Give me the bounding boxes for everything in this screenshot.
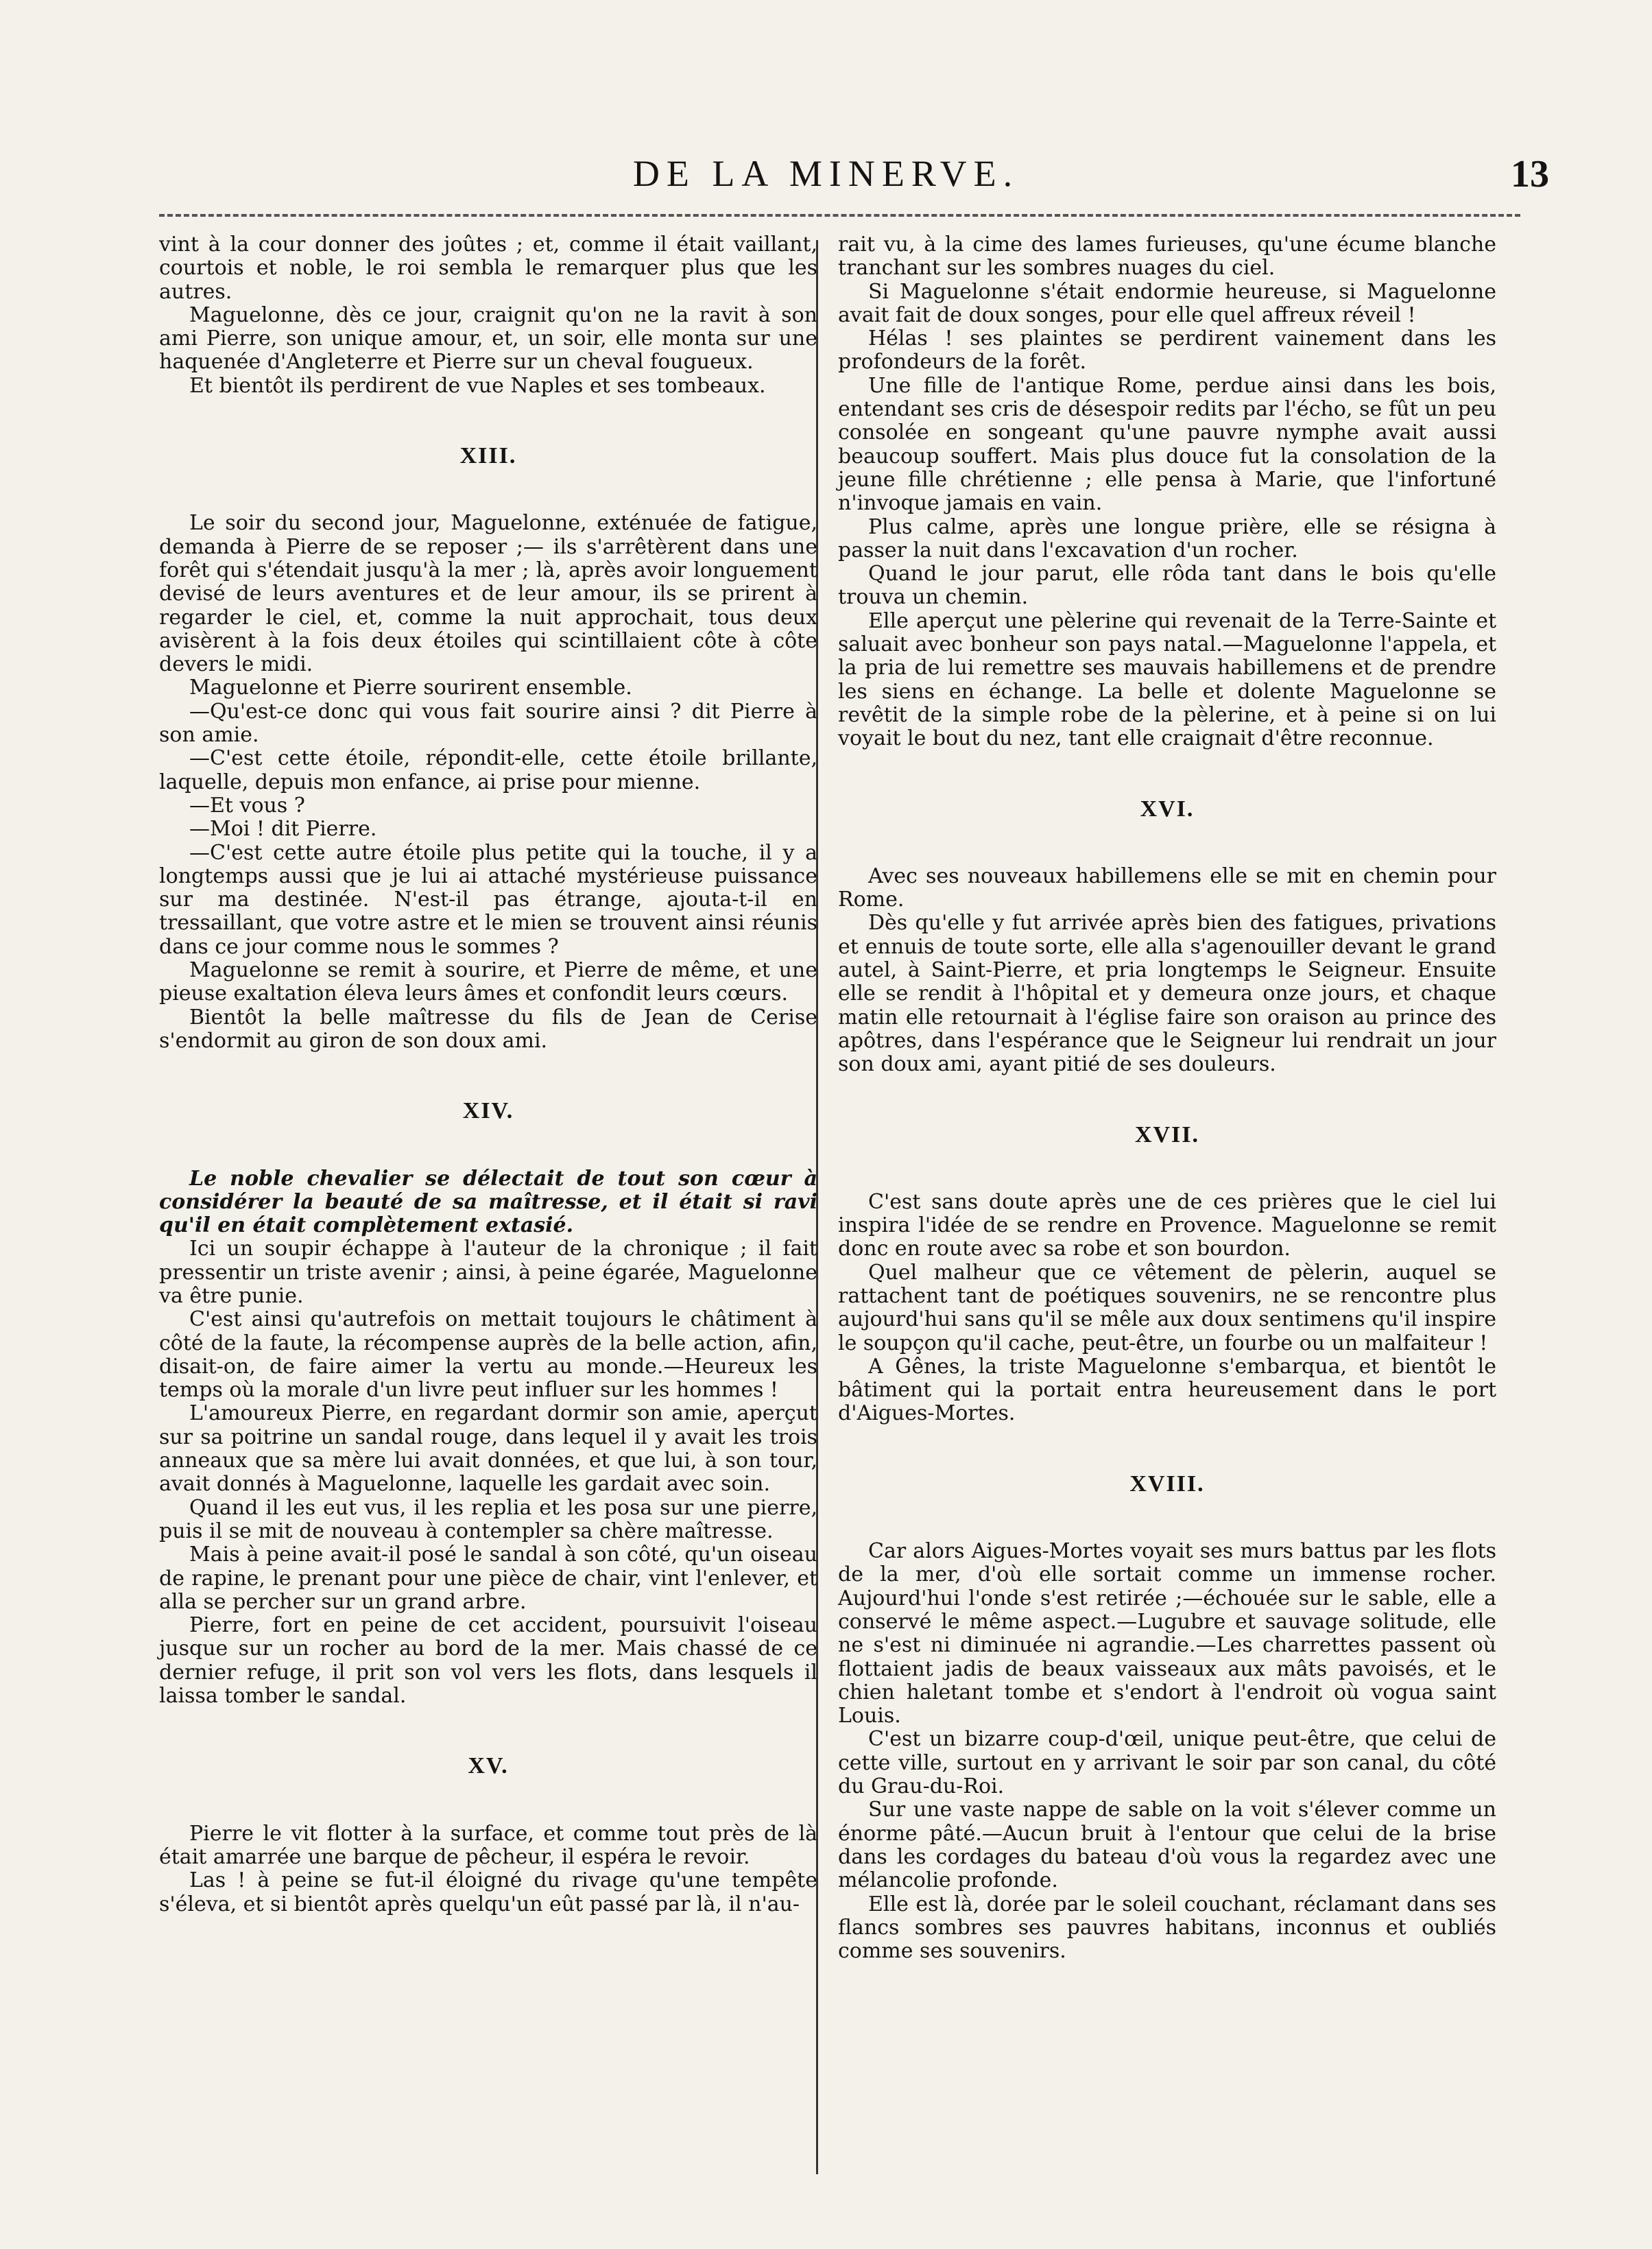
paragraph: Sur une vaste nappe de sable on la voit s'élever comme un énorme pâté.—Aucun bruit à l'entour que celui de la brise dans les cordages du bateau d'où vous la regardez avec une mélancolie profonde. <box>838 1798 1496 1893</box>
paragraph: Quel malheur que ce vêtement de pèlerin, auquel se rattachent tant de poétiques souvenirs, ne se rencontre plus aujourd'hui sans qu'il se mêle aux doux sentimens qu'il inspire le soupçon qu'il cache, peut-être, un fourbe ou un malfaiteur ! <box>838 1260 1496 1355</box>
paragraph: Bientôt la belle maîtresse du fils de Jean de Cerise s'endormit au giron de son doux ami. <box>159 1005 817 1053</box>
paragraph: C'est un bizarre coup-d'œil, unique peut-être, que celui de cette ville, surtout en y arrivant le soir par son canal, du côté du Grau-du-Roi. <box>838 1727 1496 1799</box>
section-heading-xv: XV. <box>468 1753 509 1779</box>
paragraph: Et bientôt ils perdirent de vue Naples et ses tombeaux. <box>189 373 766 398</box>
paragraph: C'est sans doute après une de ces prières que le ciel lui inspira l'idée de se rendre en Provence. Maguelonne se remit donc en route avec sa robe et son bourdon. <box>838 1189 1496 1261</box>
page-number: 13 <box>1511 153 1549 195</box>
section-heading-xiii: XIII. <box>459 443 517 469</box>
paragraph: —Qu'est-ce donc qui vous fait sourire ainsi ? dit Pierre à son amie. <box>159 699 817 748</box>
section-heading-xvii: XVII. <box>1134 1121 1200 1147</box>
paragraph: —C'est cette autre étoile plus petite qui la touche, il y a longtemps aussi que je lui ai attaché mystérieuse puissance sur ma destinée. N'est-il pas étrange, ajouta-t-il en tressaillant, que votre astre et le mien se trouvent ainsi réunis dans ce jour comme nous le sommes ? <box>159 840 817 959</box>
paragraph: Las ! à peine se fut-il éloigné du rivage qu'une tempête s'éleva, et si bientôt après quelqu'un eût passé par là, il n'au- <box>159 1868 817 1916</box>
paragraph: Hélas ! ses plaintes se perdirent vainement dans les profondeurs de la forêt. <box>838 326 1496 374</box>
paragraph: —C'est cette étoile, répondit-elle, cette étoile brillante, laquelle, depuis mon enfance, ai prise pour mienne. <box>159 746 817 794</box>
quoted-paragraph <box>159 1167 817 1238</box>
paragraph: Le soir du second jour, Maguelonne, exténuée de fatigue, demanda à Pierre de se reposer ;— ils s'arrêtèrent dans une forêt qui s'étendait jusqu'à la mer ; là, après avoir longuement devisé de leurs aventures et de leur amour, ils se prirent à regarder le ciel, et, comme la nuit approchait, tous deux avisèrent à la fois deux étoiles qui scintillaient côte à côte devers le midi. <box>159 511 817 677</box>
header-rule <box>159 214 1520 217</box>
paragraph: Avec ses nouveaux habillemens elle se mit en chemin pour Rome. <box>838 864 1496 912</box>
paragraph: —Moi ! dit Pierre. <box>189 817 377 842</box>
paragraph: Pierre, fort en peine de cet accident, poursuivit l'oiseau jusque sur un rocher au bord de la mer. Mais chassé de ce dernier refuge, il prit son vol vers les flots, dans lesquels il laissa tomber le sandal. <box>159 1613 817 1709</box>
paragraph: Une fille de l'antique Rome, perdue ainsi dans les bois, entendant ses cris de désespoir redits par l'écho, se fût un peu consolée en songeant qu'une pauvre nymphe avait aussi beaucoup souffert. Mais plus douce fut la consolation de la jeune fille chrétienne ; elle pensa à Marie, que l'infortuné n'invoque jamais en vain. <box>838 373 1496 516</box>
paragraph: Pierre le vit flotter à la surface, et comme tout près de là était amarrée une barque de pêcheur, il espéra le revoir. <box>159 1821 817 1869</box>
paragraph: A Gênes, la triste Maguelonne s'embarqua, et bientôt le bâtiment qui la portait entra heureusement dans le port d'Aigues-Mortes. <box>838 1354 1496 1426</box>
paragraph: —Et vous ? <box>189 793 305 818</box>
running-title: DE LA MINERVE. <box>632 153 1020 194</box>
paragraph: L'amoureux Pierre, en regardant dormir son amie, aperçut sur sa poitrine un sandal rouge, dans lequel il y avait les trois anneaux que sa mère lui avait données, et que lui, à son tour, avait donnés à Maguelonne, laquelle les gardait avec soin. <box>159 1401 817 1497</box>
section-heading-xiv: XIV. <box>462 1098 514 1124</box>
paragraph: Elle aperçut une pèlerine qui revenait de la Terre-Sainte et saluait avec bonheur son pays natal.—Maguelonne l'appela, et la pria de lui remettre ses mauvais habillemens et de prendre les siens en échange. La belle et dolente Maguelonne se revêtit de la simple robe de la pèlerine, et à peine si on lui voyait le bout du nez, tant elle craignait d'être reconnue. <box>838 608 1496 751</box>
paragraph: Mais à peine avait-il posé le sandal à son côté, qu'un oiseau de rapine, le prenant pour une pièce de chair, vint l'enlever, et alla se percher sur un grand arbre. <box>159 1543 817 1614</box>
paragraph: Elle est là, dorée par le soleil couchant, réclamant dans ses flancs sombres ses pauvres habitans, inconnus et oubliés comme ses souvenirs. <box>838 1892 1496 1964</box>
paragraph: Si Maguelonne s'était endormie heureuse, si Maguelonne avait fait de doux songes, pour elle quel affreux réveil ! <box>838 279 1496 327</box>
page-header <box>0 152 1652 207</box>
section-heading-xvi: XVI. <box>1140 796 1195 822</box>
right-column <box>838 233 1496 1963</box>
italic-quote: Le noble chevalier se délectait de tout son cœur à considérer la beauté de sa maîtresse, et il était si ravi qu'il en était complètement extasié. <box>159 1166 817 1238</box>
paragraph: Car alors Aigues-Mortes voyait ses murs battus par les flots de la mer, d'où elle sortait comme un immense rocher. Aujourd'hui l'onde s'est retirée ;—échouée sur le sable, elle a conservé le même aspect.—Lugubre et sauvage solitude, elle ne s'est ni diminuée ni agrandie.—Les charrettes passent où flottaient jadis de beaux vaisseaux aux mâts pavoisés, et le chien haletant tombe et s'endort à l'endroit où vogua saint Louis. <box>838 1539 1496 1728</box>
paragraph: rait vu, à la cime des lames furieuses, qu'une écume blanche tranchant sur les sombres nuages du ciel. <box>838 233 1496 281</box>
paragraph: Ici un soupir échappe à l'auteur de la chronique ; il fait pressentir un triste avenir ; ainsi, à peine égarée, Maguelonne va être punie. <box>159 1237 817 1308</box>
paragraph: Maguelonne et Pierre sourirent ensemble. <box>189 676 632 700</box>
left-column <box>159 233 817 1916</box>
paragraph: Quand le jour parut, elle rôda tant dans le bois qu'elle trouva un chemin. <box>838 562 1496 610</box>
paragraph: Quand il les eut vus, il les replia et les posa sur une pierre, puis il se mit de nouveau à contempler sa chère maîtresse. <box>159 1495 817 1543</box>
paragraph: vint à la cour donner des joûtes ; et, comme il était vaillant, courtois et noble, le roi sembla le remarquer plus que les autres. <box>159 233 817 304</box>
paragraph: Plus calme, après une longue prière, elle se résigna à passer la nuit dans l'excavation d'un rocher. <box>838 514 1496 562</box>
paragraph: C'est ainsi qu'autrefois on mettait toujours le châtiment à côté de la faute, la récompense auprès de la belle action, afin, disait-on, de faire aimer la vertu au monde.—Heureux les temps où la morale d'un livre peut influer sur les hommes ! <box>159 1307 817 1403</box>
paragraph: Maguelonne, dès ce jour, craignit qu'on ne la ravit à son ami Pierre, son unique amour, et, un soir, elle monta sur une haquenée d'Angleterre et Pierre sur un cheval fougueux. <box>159 302 817 374</box>
paragraph: Maguelonne se remit à sourire, et Pierre de même, et une pieuse exaltation éleva leurs âmes et confondit leurs cœurs. <box>159 958 817 1006</box>
section-heading-xviii: XVIII. <box>1129 1471 1205 1497</box>
paragraph: Dès qu'elle y fut arrivée après bien des fatigues, privations et ennuis de toute sorte, elle alla s'agenouiller devant le grand autel, à Saint-Pierre, et pria longtemps le Seigneur. Ensuite elle se rendit à l'hôpital et y demeura onze jours, et chaque matin elle retournait à l'église faire son oraison au prince des apôtres, dans l'espérance que le Seigneur lui rendrait un jour son doux ami, ayant pitié de ses douleurs. <box>838 911 1496 1077</box>
